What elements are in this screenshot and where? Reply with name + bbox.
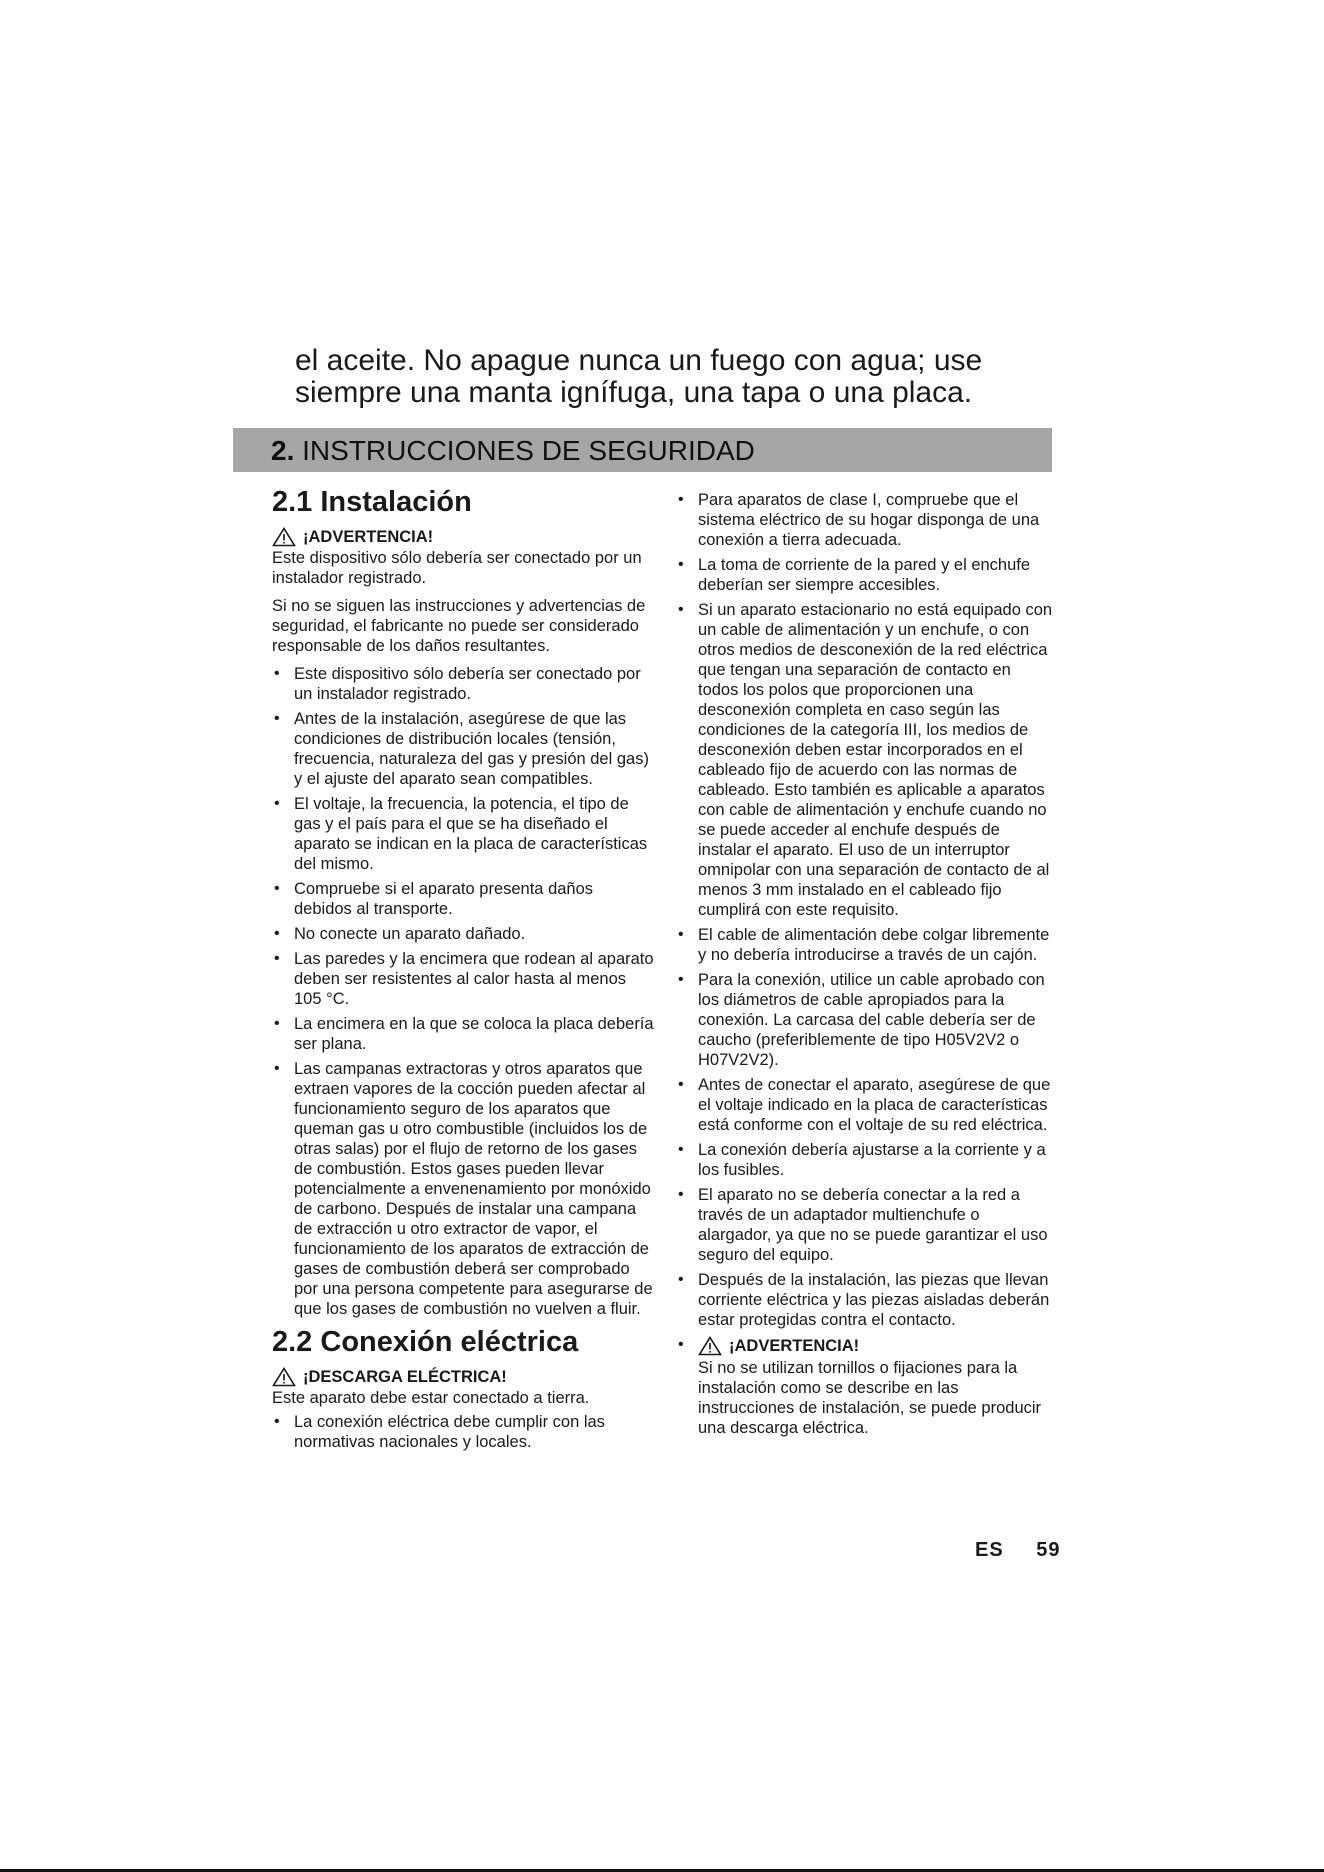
list-item: • La conexión debería ajustarse a la corriente y a los fusibles. bbox=[676, 1140, 1053, 1180]
list-item: • Para la conexión, utilice un cable aprobado con los diámetros de cable apropiados para la conexión. La carcasa del cable debería ser de caucho (preferiblemente de tipo H05V2V2 o H07V2V2). bbox=[676, 970, 1053, 1070]
left-column bbox=[272, 484, 654, 1457]
list-item: • Las paredes y la encimera que rodean al aparato deben ser resistentes al calor hasta al menos 105 °C. bbox=[272, 949, 654, 1009]
installation-list bbox=[272, 664, 654, 1319]
installation-warning-label: ¡ADVERTENCIA! bbox=[303, 528, 434, 546]
section-number: 2. bbox=[271, 435, 295, 466]
list-item: • Compruebe si el aparato presenta daños debidos al transporte. bbox=[272, 879, 654, 919]
intro-line-1: el aceite. No apague nunca un fuego con agua; use bbox=[295, 344, 983, 377]
list-item: • La conexión eléctrica debe cumplir con las normativas nacionales y locales. bbox=[272, 1412, 654, 1452]
list-item: • Antes de conectar el aparato, asegúrese de que el voltaje indicado en la placa de características está conforme con el voltaje de su red eléctrica. bbox=[676, 1075, 1053, 1135]
list-item: • La toma de corriente de la pared y el enchufe deberían ser siempre accesibles. bbox=[676, 555, 1053, 595]
warning-triangle-icon bbox=[272, 527, 296, 547]
installation-heading: 2.1 Instalación bbox=[272, 486, 472, 518]
language-code: ES bbox=[975, 1539, 1004, 1561]
installation-paragraph-1: Este dispositivo sólo debería ser conectado por un instalador registrado. bbox=[272, 549, 642, 587]
warning-triangle-icon bbox=[698, 1336, 722, 1356]
list-item: • Las campanas extractoras y otros aparatos que extraen vapores de la cocción pueden afectar al funcionamiento seguro de los aparatos que queman gas u otro combustible (incluidos los de otras salas) por el flujo de retorno de los gases de combustión. Estos gases pueden llevar potencialmente a envenenamiento por monóxido de carbono. Después de instalar una campana de extracción u otro extractor de vapor, el funcionamiento de los aparatos de extracción de gases de combustión deberá ser comprobado por una persona competente para asegurarse de que los gases de combustión no vuelven a fluir. bbox=[272, 1059, 654, 1319]
electrical-heading: 2.2 Conexión eléctrica bbox=[272, 1326, 579, 1358]
electrical-warning-label: ¡DESCARGA ELÉCTRICA! bbox=[303, 1368, 507, 1386]
page-number: 59 bbox=[1036, 1539, 1061, 1561]
final-warning bbox=[698, 1335, 1053, 1357]
section-header-bar bbox=[233, 428, 1052, 472]
electrical-paragraph: Este aparato debe estar conectado a tierra. bbox=[272, 1389, 590, 1407]
list-item: • El cable de alimentación debe colgar libremente y no debería introducirse a través de un cajón. bbox=[676, 925, 1053, 965]
warning-triangle-icon bbox=[272, 1367, 296, 1387]
list-item: • Si un aparato estacionario no está equipado con un cable de alimentación y un enchufe, o con otros medios de desconexión de la red eléctrica que tengan una separación de contacto en todos los polos que proporcionen una desconexión completa en caso según las condiciones de la categoría III, los medios de desconexión deben estar incorporados en el cableado fijo de acuerdo con las normas de cableado. Esto también es aplicable a aparatos con cable de alimentación y enchufe cuando no se puede acceder al enchufe después de instalar el aparato. El uso de un interruptor omnipolar con una separación de contacto de al menos 3 mm instalado en el cableado fijo cumplirá con este requisito. bbox=[676, 600, 1053, 920]
intro-text bbox=[295, 345, 1055, 409]
page-footer bbox=[975, 1539, 1061, 1562]
right-column bbox=[676, 490, 1053, 1443]
electrical-list-continued bbox=[676, 490, 1053, 1438]
list-item-warning bbox=[676, 1335, 1053, 1438]
list-item: • Después de la instalación, las piezas que llevan corriente eléctrica y las piezas aisladas deberán estar protegidas contra el contacto. bbox=[676, 1270, 1053, 1330]
list-item: • No conecte un aparato dañado. bbox=[272, 924, 654, 944]
final-warning-label: • ¡ADVERTENCIA! bbox=[729, 1337, 860, 1355]
list-item: • La encimera en la que se coloca la placa debería ser plana. bbox=[272, 1014, 654, 1054]
final-warning-text: Si no se utilizan tornillos o fijaciones para la instalación como se describe en las instrucciones de instalación, se puede producir una descarga eléctrica. bbox=[698, 1359, 1042, 1437]
list-item: • Este dispositivo sólo debería ser conectado por un instalador registrado. bbox=[272, 664, 654, 704]
list-item: • El aparato no se debería conectar a la red a través de un adaptador multienchufe o alargador, ya que no se puede garantizar el uso seguro del equipo. bbox=[676, 1185, 1053, 1265]
electrical-list bbox=[272, 1412, 654, 1452]
list-item: • Para aparatos de clase I, compruebe que el sistema eléctrico de su hogar disponga de una conexión a tierra adecuada. bbox=[676, 490, 1053, 550]
installation-warning bbox=[272, 526, 654, 548]
intro-line-2: siempre una manta ignífuga, una tapa o una placa. bbox=[295, 376, 973, 409]
installation-paragraph-2: Si no se siguen las instrucciones y advertencias de seguridad, el fabricante no puede ser considerado responsable de los daños resultantes. bbox=[272, 597, 646, 655]
list-item: • Antes de la instalación, asegúrese de que las condiciones de distribución locales (tensión, frecuencia, naturaleza del gas y presión del gas) y el ajuste del aparato sean compatibles. bbox=[272, 709, 654, 789]
list-item: • El voltaje, la frecuencia, la potencia, el tipo de gas y el país para el que se ha diseñado el aparato se indican en la placa de características del mismo. bbox=[272, 794, 654, 874]
electrical-warning bbox=[272, 1366, 654, 1388]
section-title: INSTRUCCIONES DE SEGURIDAD bbox=[302, 435, 755, 466]
